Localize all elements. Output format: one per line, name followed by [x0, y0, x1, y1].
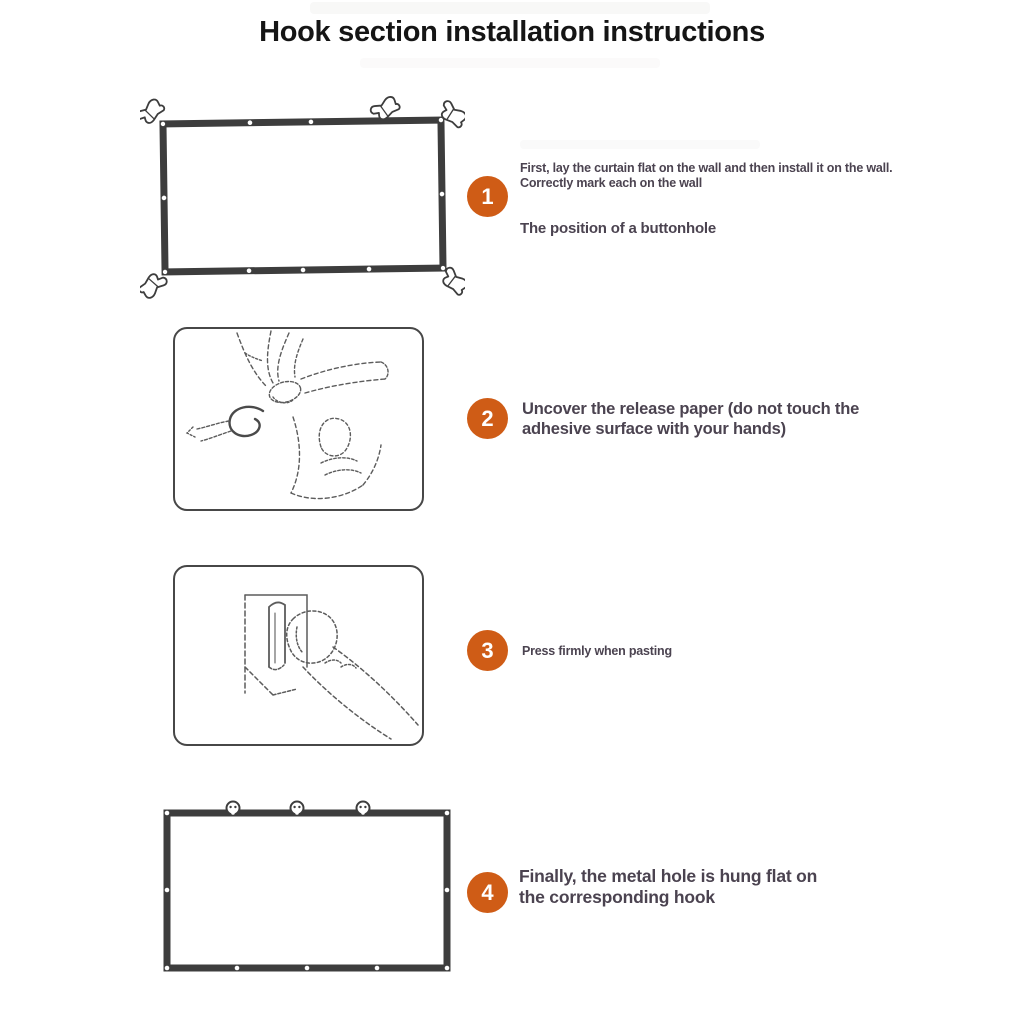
thumb-pressing-hook-icon: [175, 567, 422, 744]
step1-text: First, lay the curtain flat on the wall and then install it on the wall. Correctly mark each on the wall: [520, 161, 893, 190]
step1-number-badge: [467, 176, 508, 217]
step3-illustration-box: [173, 565, 424, 746]
step1-subtext: The position of a buttonhole: [520, 220, 717, 237]
scan-artifact: [360, 58, 660, 68]
page-title: Hook section installation instructions: [259, 16, 765, 48]
step4-illustration-hung-curtain: [155, 798, 460, 980]
step4-number-badge: [467, 872, 508, 913]
step1-number: 1: [481, 183, 494, 209]
step3-number: 3: [481, 637, 494, 663]
curtain-hanging-on-hooks-icon: [155, 798, 460, 980]
step2-number: 2: [481, 405, 494, 431]
scan-artifact: [310, 2, 710, 14]
step2-number-badge: [467, 398, 508, 439]
curtain-frame-with-corner-hooks-icon: [140, 95, 465, 300]
scan-artifact: [520, 140, 760, 149]
step1-illustration-curtain-frame: [140, 95, 465, 300]
step4-number: 4: [481, 879, 494, 905]
step4-text: Finally, the metal hole is hung flat on the corresponding hook: [519, 866, 818, 907]
step3-number-badge: [467, 630, 508, 671]
step2-text: Uncover the release paper (do not touch the adhesive surface with your hands): [522, 400, 860, 438]
step3-text: Press firmly when pasting: [522, 644, 672, 658]
step2-illustration-box: [173, 327, 424, 511]
hands-peeling-release-paper-icon: [175, 329, 422, 509]
